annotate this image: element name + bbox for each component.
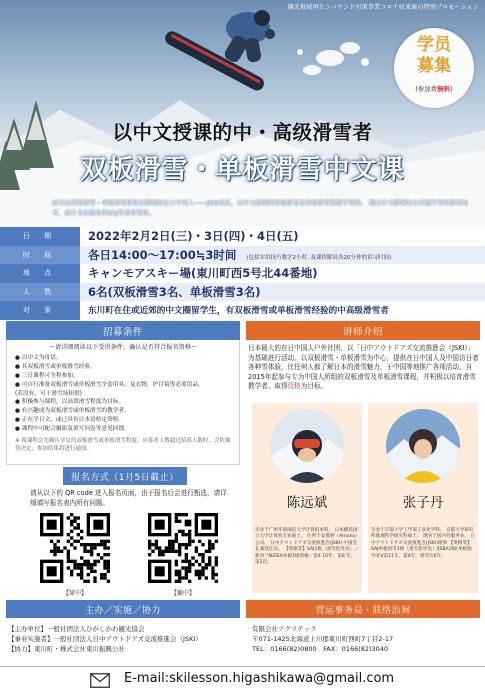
info-row-place [0,264,485,283]
qr-code-icon[interactable] [40,513,110,583]
organizer-line: 【主办单位】一般社团法人ひがしかわ観光協会 [8,625,145,633]
requirement-item: ● 可自行准备双板滑雪或单板滑雪全套用具、及衣物，护目镜等必要用品。 [15,381,204,388]
instructor-photo [270,409,344,483]
main-title: 双板滑雪・单板滑雪中文课 [80,155,405,185]
info-table [0,227,485,320]
intro-text: 由具有双板滑雪・单板滑雪指导员资格的在日中国人——JSKI成员，以中文授课的双板滑雪及单板滑雪集数学课程。 透过中文授课的方式提升你的滑雪技术，或计全员报取得SAJ等滑雪资格。 [52,200,468,217]
instructor-card-1 [252,403,362,593]
date-label: 日 期 [0,227,80,246]
email-link[interactable]: E-mail:skilesson.higashikawa@gmail.com [124,671,395,686]
intro-highlight: 资格 [287,382,301,391]
top-note: 観光地域再生ンバウンド対策事業コロナ収束後の特別プロモーション [287,4,479,11]
organizer-list [8,624,240,654]
office-address: 〒071-1425北海道上川郡東川町西町7丁目2-17 [252,635,394,643]
subtitle-heading: 以中文授课的中・高级滑雪者 [112,121,373,144]
requirement-item: ● 以中文为母语。 [15,354,62,361]
badge-fee: (参加费無料) [415,85,453,93]
instructor-bio-1: 毕业于广州华南师范大学计算机本科。 日本横浜国立大学计算机专业硕士。 住所于安曇野（Amano）公司。 日中アウトドアズ交流推進会(JSKI) 中国会长兼选任员。 【资格等】SAJ1级（滑雪指导员）／ 新西兰NZSIA单板1级资格／第4 10年、第8 年，第2次。 [255,528,359,566]
instructor-name-2: 张子丹 [402,495,444,511]
requirements-box [6,340,240,465]
instructor-photo [386,409,460,483]
people-value: 6名(双板滑雪3名、单板滑雪3名) [88,284,261,299]
office-heading: 营运事务局・联络治询 [246,600,480,618]
requirements-note: ※ 视课程会先确认学员的双板滑雪或单板滑雪程度。应募者人数超过招募人数时，会依抽签决定，参加结果将进行通知。 [15,438,231,453]
organizer-line: 【协力】東川町・株式会社東川振興公社 [8,645,125,653]
qr-code-icon[interactable] [148,513,218,583]
qr-right-caption: 【繁中】 [170,590,195,597]
organizer-heading: 主办／实施／协力 [6,600,240,618]
instructor-bio-2: 毕业于京都大学工学部工业化学科。 京都大学研究所地理科学研究科硕士。 现居于国内外服务业。 日中アウトドアズ交流推進会(JSKI)理事 【资格等】SAJ单板滑雪1级（滑雪指导员）/JSBA1级(单板指导者)/第11年，第4年，滑雪历6年。 [371,528,475,559]
qr-traditional[interactable] [148,513,218,597]
instructors-heading: 讲师介绍 [246,321,480,340]
recruit-badge [394,28,474,108]
requirement-item: ● 正在学日文、或已具有日本语检定资格。 [15,417,125,424]
requirement-item: ● 有兴趣成为双板滑雪或单板滑雪的教学者。 [15,408,130,415]
email-bar [0,666,485,694]
time-value: 各日14:00～17:00≒3时间 (包括实用技巧教学2小时, 及课程解说各20分钟的讲习时间) [88,247,392,262]
requirement-item: (若没有，可于滑雪场租借) [15,390,82,397]
requirement-item: ● 具双板滑雪或单板滑雪经验。 [15,363,96,370]
organizer-line: 【事业实施者】一般社団法人日中アウトドアズ交流推進会（JSKI） [8,635,202,643]
time-note: (包括实用技巧教学2小时, 及课程解说各20分钟的讲习时间) [246,254,392,261]
badge-line2: 募集 [417,56,451,76]
office-info [252,624,480,654]
apply-text: 请从以下的 QR code 进入报名页面，由于报名后会进行甄选，请详细填写报名表内所有问题。 [30,489,227,507]
info-row-date [0,227,485,246]
requirement-item: ● 三日课程可全程参加。 [15,372,79,379]
requirement-item: ● 积极参与课程，以高效滑雪程度为目标。 [15,399,125,406]
info-row-people [0,283,485,302]
place-label: 地 点 [0,264,80,283]
requirement-item: ● 课程中可配合摄影及填写问卷等意见回馈。 [15,426,130,433]
time-label: 时 间 [0,246,80,265]
office-name: 有限会社アグリテック [252,625,317,633]
target-label: 对 象 [0,301,80,320]
badge-line1: 学员 [417,35,451,55]
office-phone: TEL：0166(82)0800 FAX：0166(82)3040 [252,645,389,653]
hero-banner [0,0,485,226]
requirements-subtitle: ～请详细阅读以下受讲条件，确认是否符合报名资格～ [48,344,198,351]
info-row-target [0,301,485,320]
info-row-time [0,246,485,265]
people-label: 人 数 [0,283,80,302]
qr-simplified[interactable] [40,513,110,597]
place-value: キャンモアスキー場(東川町西5号北44番地) [88,266,318,281]
qr-left-caption: 【简中】 [62,590,87,597]
requirements-heading: 招募条件 [6,321,240,340]
instructors-intro: 日本最大的在日中国人户外社团，以「日中アウトドアズ交流推進会（JSKI）」为基础进行活动。以双板滑雪・单板滑雪为中心，提供在日中国人及中国访日者各种雪体验，比任何人都了解日本的滑雪魅力，于中国等地推广各项活动，自2015年起参与专为中国人所组的双板滑雪及单板滑雪课程，并积极以培育滑雪教学者、取得资格为目标。 [248,344,479,391]
target-value: 东川町在住或近郊的中文圈留学生，有双板滑雪或单板滑雪经验的中高级滑雪者 [88,306,389,317]
apply-heading: 报名方式（1月5日截止） [63,467,187,485]
envelope-icon [90,673,110,688]
date-value: 2022年2月2日(三)・3日(四)・4日(五) [88,229,299,244]
instructor-name-1: 陈远斌 [286,495,328,511]
badge-free-text: 無料 [437,85,451,93]
instructor-card-2 [368,403,478,593]
